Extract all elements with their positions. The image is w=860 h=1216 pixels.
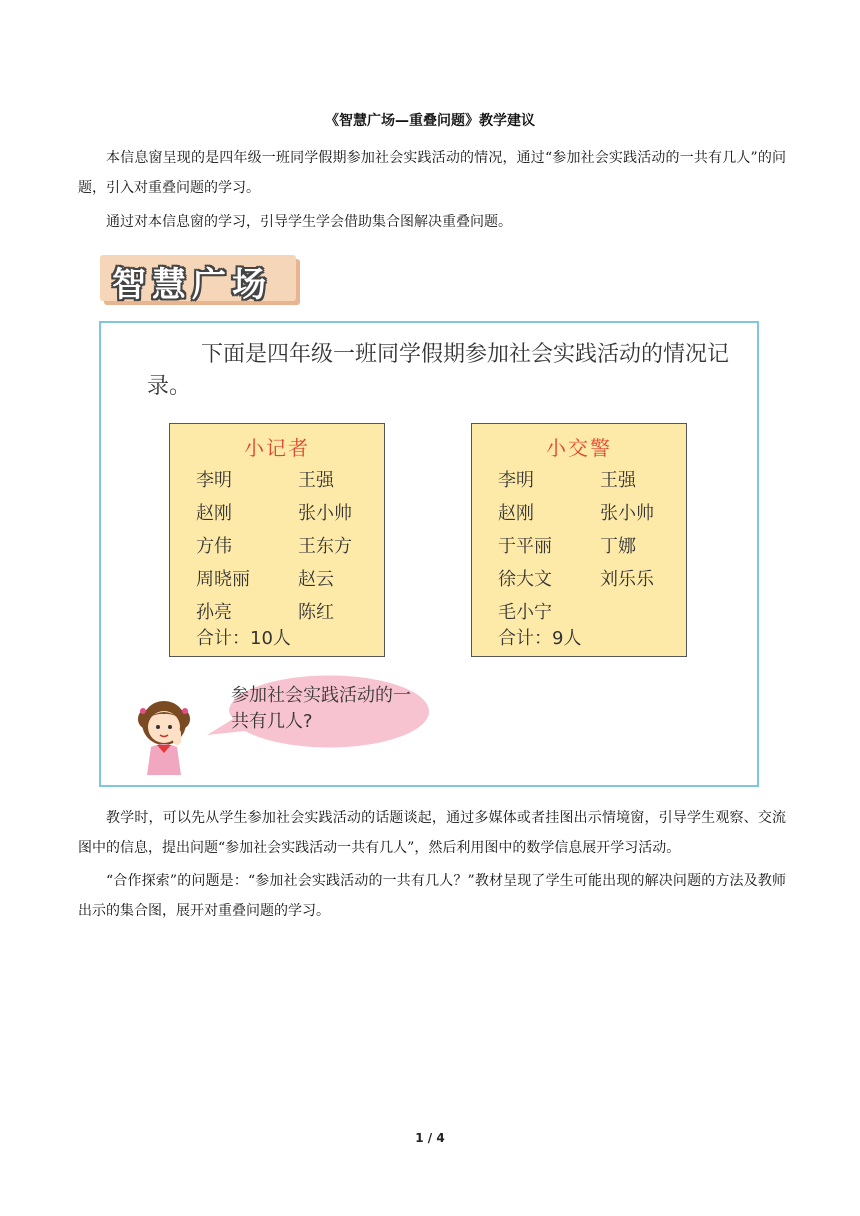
banner-title: 智慧广场 [112,265,272,305]
traffic-police-card-title: 小交警 [546,436,612,460]
name-item: 刘乐乐 [600,569,654,590]
name-item: 王强 [600,470,636,491]
info-window-figure [99,321,759,787]
traffic-police-list-card [471,423,687,657]
paragraph-goal: 通过对本信息窗的学习，引导学生学会借助集合图解决重叠问题。 [106,214,512,230]
reporter-names [196,466,376,631]
name-item: 于平丽 [498,536,552,557]
paragraph-exploration: “合作探索”的问题是：“参加社会实践活动的一共有几人？”教材呈现了学生可能出现的解决问题的方法及教师出示的集合图，展开对重叠问题的学习。 [78,873,786,919]
name-item: 丁娜 [600,536,636,557]
traffic-police-total: 合计：9人 [498,628,582,649]
name-item: 赵云 [298,569,334,590]
name-item: 李明 [498,470,534,491]
name-item: 王强 [298,470,334,491]
reporter-card-title: 小记者 [244,436,310,460]
traffic-police-names [498,466,678,631]
page-number: 1 / 4 [415,1131,445,1145]
name-item: 李明 [196,470,232,491]
name-item: 方伟 [196,536,232,557]
name-item: 张小帅 [600,503,654,524]
figure-intro-text: 下面是四年级一班同学假期参加社会实践活动的情况记录。 [147,342,730,399]
paragraph-teaching: 教学时，可以先从学生参加社会实践活动的话题谈起，通过多媒体或者挂图出示情境窗，引导学生观察、交流图中的信息，提出问题“参加社会实践活动一共有几人”，然后利用图中的数学信息展开学习活动。 [78,810,786,856]
name-item: 陈红 [298,602,334,623]
girl-character-illustration [133,695,195,775]
name-item: 赵刚 [498,503,534,524]
name-item: 王东方 [298,536,352,557]
reporter-total: 合计：10人 [196,628,291,649]
name-item: 周晓丽 [196,569,250,590]
name-item: 徐大文 [498,569,552,590]
speech-bubble-text: 参加社会实践活动的一共有几人? [231,685,411,732]
name-item: 赵刚 [196,503,232,524]
reporter-list-card [169,423,385,657]
name-item: 张小帅 [298,503,352,524]
document-title: 《智慧广场—重叠问题》教学建议 [325,113,535,129]
name-item: 毛小宁 [498,602,552,623]
section-banner [100,255,296,305]
name-item: 孙亮 [196,602,232,623]
paragraph-intro: 本信息窗呈现的是四年级一班同学假期参加社会实践活动的情况，通过“参加社会实践活动的一共有几人”的问题，引入对重叠问题的学习。 [78,150,786,196]
